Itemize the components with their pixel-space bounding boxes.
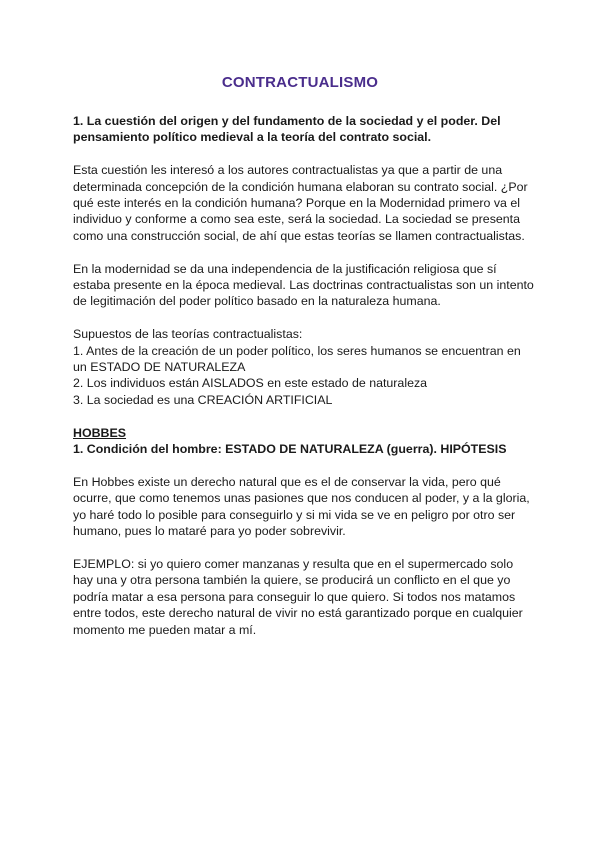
paragraph-condicion-humana: Esta cuestión les interesó a los autores contractualistas ya que a partir de una determinada concepción de la condición humana elaboran su contrato social. ¿Por qué este interés en la condición humana? Porque en la Modernidad primero va el individuo y conforme a como sea este, será la sociedad. La sociedad se presenta como una construcción social, de ahí que estas teorías se llamen contractualistas. bbox=[73, 163, 528, 243]
hobbes-label: HOBBES bbox=[73, 425, 127, 440]
hobbes-subheading: 1. Condición del hombre: ESTADO DE NATURALEZA (guerra). HIPÓTESIS bbox=[73, 442, 507, 457]
document-body bbox=[73, 113, 535, 638]
paragraph-derecho-natural: En Hobbes existe un derecho natural que es el de conservar la vida, pero qué ocurre, que como tenemos unas pasiones que nos conducen al poder, y a la gloria, yo haré todo lo posible para conseguirlo y si mi vida se ve en peligro por otro ser humano, pues lo mataré para yo poder sobrevivir. bbox=[73, 474, 530, 539]
paragraph-ejemplo: EJEMPLO: si yo quiero comer manzanas y resulta que en el supermercado solo hay una y otra persona también la quiere, se producirá un conflicto en el que yo podría matar a esa persona para conseguir lo que quiero. Si todos nos matamos entre todos, este derecho natural de vivir no está garantizado porque en cualquier momento me pueden matar a mí. bbox=[73, 556, 523, 637]
assumption-item: 1. Antes de la creación de un poder político, los seres humanos se encuentran en un ESTADO DE NATURALEZA bbox=[73, 343, 521, 375]
document-title: CONTRACTUALISMO bbox=[221, 74, 379, 91]
assumption-item: 3. La sociedad es una CREACIÓN ARTIFICIAL bbox=[73, 392, 333, 407]
section-heading: 1. La cuestión del origen y del fundamento de la sociedad y el poder. Del pensamiento político medieval a la teoría del contrato social. bbox=[73, 114, 501, 145]
paragraph-modernidad: En la modernidad se da una independencia de la justificación religiosa que sí estaba presente en la época medieval. Las doctrinas contractualistas son un intento de legitimación del poder político basado en la naturaleza humana. bbox=[73, 261, 534, 309]
assumption-item: 2. Los individuos están AISLADOS en este estado de naturaleza bbox=[73, 376, 428, 391]
assumptions-intro: Supuestos de las teorías contractualistas: bbox=[73, 327, 303, 342]
